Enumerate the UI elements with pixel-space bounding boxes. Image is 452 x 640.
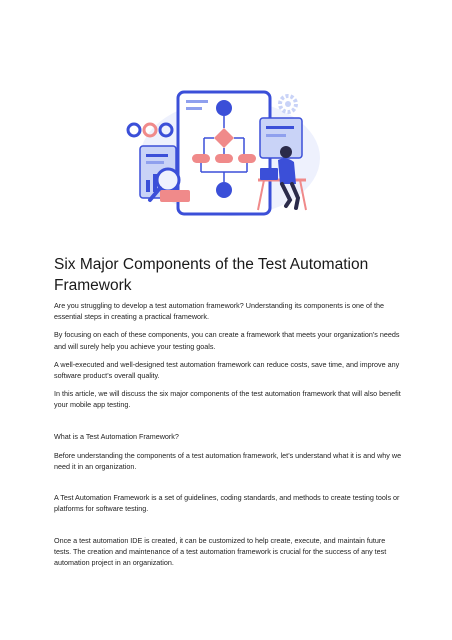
article-body <box>54 300 402 575</box>
paragraph-intro-1: Are you struggling to develop a test automation framework? Understanding its components is one of the essential steps in creating a practical framework. <box>54 301 385 322</box>
section-heading: What is a Test Automation Framework? <box>54 431 179 441</box>
gear-icon <box>280 96 296 112</box>
section-paragraph-2: A Test Automation Framework is a set of guidelines, coding standards, and methods to create testing tools or platforms for software testing. <box>54 493 400 514</box>
section-paragraph-3: Once a test automation IDE is created, it can be customized to help create, execute, and maintain future tests. The creation and maintenance of a test automation framework is crucial for the success of any test automation project in an organization. <box>54 535 387 568</box>
paragraph-intro-2: By focusing on each of these components, you can create a framework that meets your organization’s needs and will surely help you achieve your testing goals. <box>54 330 400 351</box>
paragraph-intro-3: A well-executed and well-designed test automation framework can reduce costs, save time, and improve any software product’s overall quality. <box>54 359 400 381</box>
paragraph-intro-4: In this article, we will discuss the six major components of the test automation framework that will also benefit your mobile app testing. <box>54 389 401 410</box>
hero-illustration <box>120 88 330 216</box>
page-title: Six Major Components of the Test Automation Framework <box>54 256 369 294</box>
flowchart-illustration <box>178 92 270 214</box>
section-paragraph-1: Before understanding the components of a test automation framework, let’s understand what it is and why we need it in an organization. <box>54 450 402 472</box>
